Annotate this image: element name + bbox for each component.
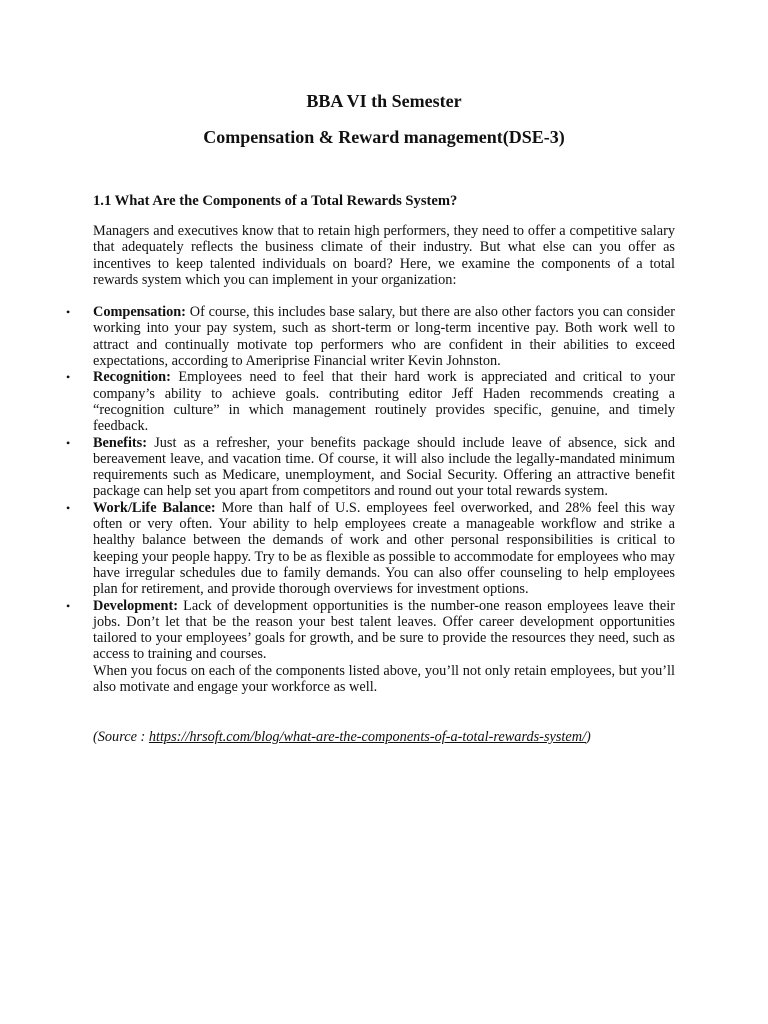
list-item-term: Development:: [93, 597, 178, 614]
bullet-icon: •: [66, 435, 71, 450]
source-citation: [93, 729, 675, 745]
document-subtitle: Compensation & Reward management(DSE-3): [203, 127, 565, 147]
bullet-icon: •: [66, 305, 71, 320]
list-item-term: Recognition:: [93, 369, 171, 386]
list-item-recognition: [66, 369, 675, 435]
components-list: [66, 304, 676, 663]
bullet-icon: •: [66, 370, 71, 385]
list-item-term: Benefits:: [93, 434, 147, 451]
bullet-icon: •: [66, 598, 71, 613]
source-suffix: ): [586, 729, 591, 746]
source-link[interactable]: https://hrsoft.com/blog/what-are-the-components-of-a-total-rewards-system/: [148, 729, 587, 746]
list-item-text: More than half of U.S. employees feel overworked, and 28% feel this way often or very often. Your ability to help employees create a manageable workflow and strike a healthy balance between the demands of work and other personal responsibilities is critical to keeping your people happy. Try to be as flexible as possible to accommodate for employees who may have irregular schedules due to family demands. You can also offer counseling to help employees plan for retirement, and provide thorough overviews for investment options.: [93, 499, 676, 598]
list-item-text: Lack of development opportunities is the number-one reason employees leave their jobs. Don’t let that be the reason your best talent leaves. Offer career development opportunities tailored to your employees’ goals for growth, and be sure to provide the resources they need, such as access to training and courses.: [93, 597, 675, 663]
document-title: BBA VI th Semester: [306, 91, 462, 111]
bullet-icon: •: [66, 500, 71, 515]
list-item-text: Employees need to feel that their hard work is appreciated and critical to your company’s ability to achieve goals. contributing editor Jeff Haden recommends creating a “recognition culture” in which management routinely provides specific, genuine, and timely feedback.: [93, 369, 675, 435]
intro-paragraph: Managers and executives know that to retain high performers, they need to offer a competitive salary that adequately reflects the business climate of their industry. But what else can you offer as incentives to keep talented individuals on board? Here, we examine the components of a total rewards system which you can implement in your organization:: [93, 223, 675, 288]
list-item-term: Compensation:: [93, 304, 186, 321]
list-item-text: Of course, this includes base salary, but there are also other factors you can consider working into your pay system, such as short-term or long-term incentive pay. Both work well to attract and continually motivate top performers who are confident in their abilities to exceed expectations, according to Ameriprise Financial writer Kevin Johnston.: [93, 304, 675, 370]
list-item-benefits: [66, 434, 675, 500]
closing-paragraph: When you focus on each of the components listed above, you’ll not only retain employees, but you’ll also motivate and engage your workforce as well.: [93, 662, 675, 696]
section-heading: 1.1 What Are the Components of a Total Rewards System?: [93, 193, 458, 209]
list-item-text: Just as a refresher, your benefits package should include leave of absence, sick and bereavement leave, and vacation time. Of course, it will also include the legally-mandated minimum requirements such as Medicare, unemployment, and Social Security. Offering an attractive benefit package can help set you apart from competitors and round out your total rewards system.: [93, 434, 675, 500]
list-item-compensation: [66, 304, 675, 370]
list-item-term: Work/Life Balance:: [93, 499, 216, 516]
list-item-work-life-balance: [66, 499, 676, 598]
source-prefix: (Source :: [93, 729, 149, 746]
list-item-development: [66, 597, 675, 663]
